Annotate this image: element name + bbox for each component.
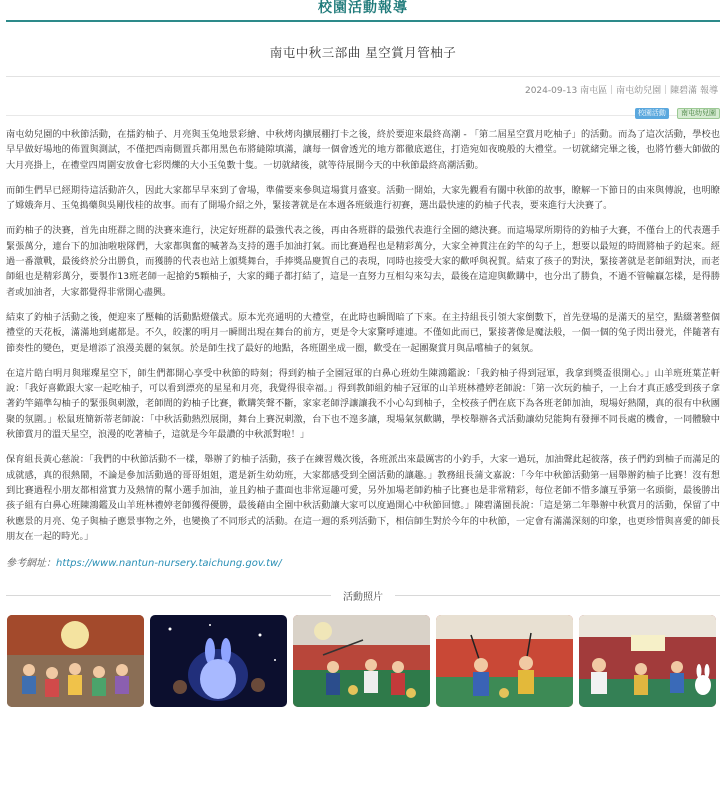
title-divider [6, 76, 720, 77]
reference [6, 554, 720, 569]
paragraph: 南屯幼兒園的中秋節活動，在擂釣柚子、月亮與玉兔地景彩繪、中秋烤肉擴展棚打卡之後，終於要迎來最終高潮 - 「第二屆星空賞月吃柚子」的活動。而為了這次活動，學校也早早做好場地的佈置與測試，不僅把西南側置兵都用黑色布將縫隙填滿，讓每一個會透光的地方都徹底遮住，打造宛如夜晚般的大禮堂。一切就緒完畢之後，也將竹藝大師做的大月亮掛上，在禮堂四周圍安放會七彩閃爍的大小玉兔數十隻。一切就緒後，就等待展開今天的中秋節最終高潮活動。 [6, 129, 720, 171]
photo-section-label: 活動照片 [331, 588, 395, 603]
paragraph: 結束了釣柚子活動之後，便迎來了壓軸的活動點燈儀式。原本光亮通明的大禮堂，在此時也瞬間暗了下來。在主持組長引領大家倒數下，首先登場的是滿天的星空，點綴著整個禮堂的天花板，滿滿地到處都是。不久，皎潔的明月一瞬間出現在舞台的前方，更是令大家驚呼連連。不僅如此而已，緊接著像是魔法般，一個一個的兔子閃出發光，伴隨著有節奏性的變色，更是增添了浪漫美麗的氣氛。於是師生找了最好的地點，各班圍坐成一圈，歡受在一起團聚賞月與品嚐柚子的氣氛。 [6, 311, 720, 354]
paragraph: 保育組長黃心慈說：「我們的中秋節活動不一樣，舉辦了釣柚子活動，孩子在練習幾次後，各班派出來最厲害的小釣手，大家一過玩，加油聲此起彼落，孩子們釣到柚子而滿足的成就感，真的很熱鬧，不論是參加活動過的哥哥姐姐，還是新生幼幼班，大家都感受到全園活動的讓趣。」教務組長蒲文嘉說：「今年中秋節活動第一屆舉辦釣柚子比賽！沒有想到比賽過程小朋友都相當實力及熱情的幫小選手加油，並且釣柚子畫面也非常逗趣可愛，另外加場老師釣柚子比賽也是非常精彩，每位老師不惜多讓互爭第一名頭銜，最後勝出孩子組有白鼻心班陳鴻鑑及山羊班林禮婷老師獲得優勝，最後藉由全園中秋活動讓大家可以度過開心中秋節回憶。」陳碧滿園長說：「這是第二年舉辦中秋賞月的活動，保留了中秋應景的月亮、兔子與柚子應景事物之外，也變換了不同形式的活動。在這一週的系列活動下，相信師生對於今年的中秋節，一定會有滿滿深刻的印象，也更珍惜與喜愛的師長朋友在一起的時光。」 [6, 454, 720, 542]
paragraph: 而師生們早已經期待這活動許久，因此大家都早早來到了會場，準備要來參與這場賞月盛宴。活動一開始，大家先觀看有關中秋節的故事，瞭解一下節日的由來與傳說，也明瞭了嫦娥奔月、玉兔搗藥與吳剛伐桂的故事。而有了開場介紹之外，緊接著就是在本週各班級進行初賽，選出最快速的釣柚子代表，要來進行大決賽了。 [6, 184, 720, 212]
section-header [6, 0, 720, 22]
photo-thumbnail[interactable] [7, 615, 144, 707]
article-title: 南屯中秋三部曲 星空賞月管柚子 [269, 45, 457, 60]
tag-school[interactable]: 南屯幼兒園 [677, 108, 720, 119]
photo-section-header [6, 588, 720, 602]
article-body [0, 116, 726, 569]
tag-campus-activity[interactable]: 校園活動 [635, 108, 669, 119]
photo-thumbnail[interactable] [150, 615, 287, 707]
stage-decoration-icon [579, 615, 716, 707]
group-photo-icon [7, 615, 144, 707]
photo-thumbnail[interactable] [579, 615, 716, 707]
reference-label: 參考網址： [6, 558, 56, 570]
article-meta: 2024-09-13 南屯區｜南屯幼兒園｜陳碧滿 報導 [524, 86, 718, 96]
glowing-rabbit-lamp-icon [150, 615, 287, 707]
photo-thumbnail[interactable] [293, 615, 430, 707]
photo-gallery [0, 602, 726, 707]
reference-link[interactable]: https://www.nantun-nursery.taichung.gov.tw/ [56, 558, 282, 570]
paragraph: 在這片皓白明月與璀璨星空下，師生們都開心享受中秋節的時刻；得到釣柚子全園冠軍的白鼻心班幼生陳鴻鑑說：「我釣柚子得到冠軍，我拿到獎盃很開心。」山羊班班葉芷軒說：「我好喜歡跟大家一起吃柚子，可以看到漂亮的星星和月亮，我覺得很幸福。」得到教師組釣柚子冠軍的山羊班林禮婷老師說：「第一次玩釣柚子，一上台才真正感受到孩子拿著釣竿錨準勾柚子的緊張與刺激，老師間的釣柚子比賽，歡購笑聲不斷，家家老師浮讓讓我不小心勾到柚子，全校孩子們在底下為各班老師加油，現場好熱鬧，真的很有中秋團聚的氛圍。」松鼠班簡新蒂老師說：「中秋活動熱烈展開，舞台上賽況刺激，台下也不遑多讓，現場氣氛歡購，學校舉辦各式活動讓幼兒能夠有發揮不同長處的機會，一同體驗中秋節賞月的溫天星空，浪漫的吃著柚子，這就是今年最讚的中秋派對啦！」 [6, 367, 720, 441]
section-title: 校園活動報導 [306, 0, 420, 17]
photo-thumbnail[interactable] [436, 615, 573, 707]
paragraph: 而釣柚子的決賽，首先由班群之間的決賽來進行，決定好班群的最強代表之後，再由各班群的最強代表進行全園的總決賽。而這場眾所期待的釣柚子大賽，不僅台上的代表選手緊張萬分，連台下的加油啦啦隊們，大家都與奮的喊著為支持的選手加油打氣。而比賽過程也是精彩萬分，大家全神貫注在釣竿的勾子上，想要以最短的時間將柚子釣起來。經過一番激戰，最後終於分出勝負，而獲勝的代表也站上頒獎舞台，手捧獎品慶賀自己的表現，同時也接受大家的歡呼與祝賀。結束了孩子的對決，緊接著就是老師組對決，而老師組也是精彩萬分，要製作13班老師一起搶釣5顆柚子，大家的繩子都打結了，這是一直努力互相勾來勾去，最後在這迎與歡購中，也分出了勝負，不過不管輸贏怎樣，是得勝者或加油者，大家都覺得非常開心盡興。 [6, 225, 720, 298]
kids-with-fishing-rods-icon [436, 615, 573, 707]
fishing-game-icon [293, 615, 430, 707]
tag-list [0, 100, 720, 117]
